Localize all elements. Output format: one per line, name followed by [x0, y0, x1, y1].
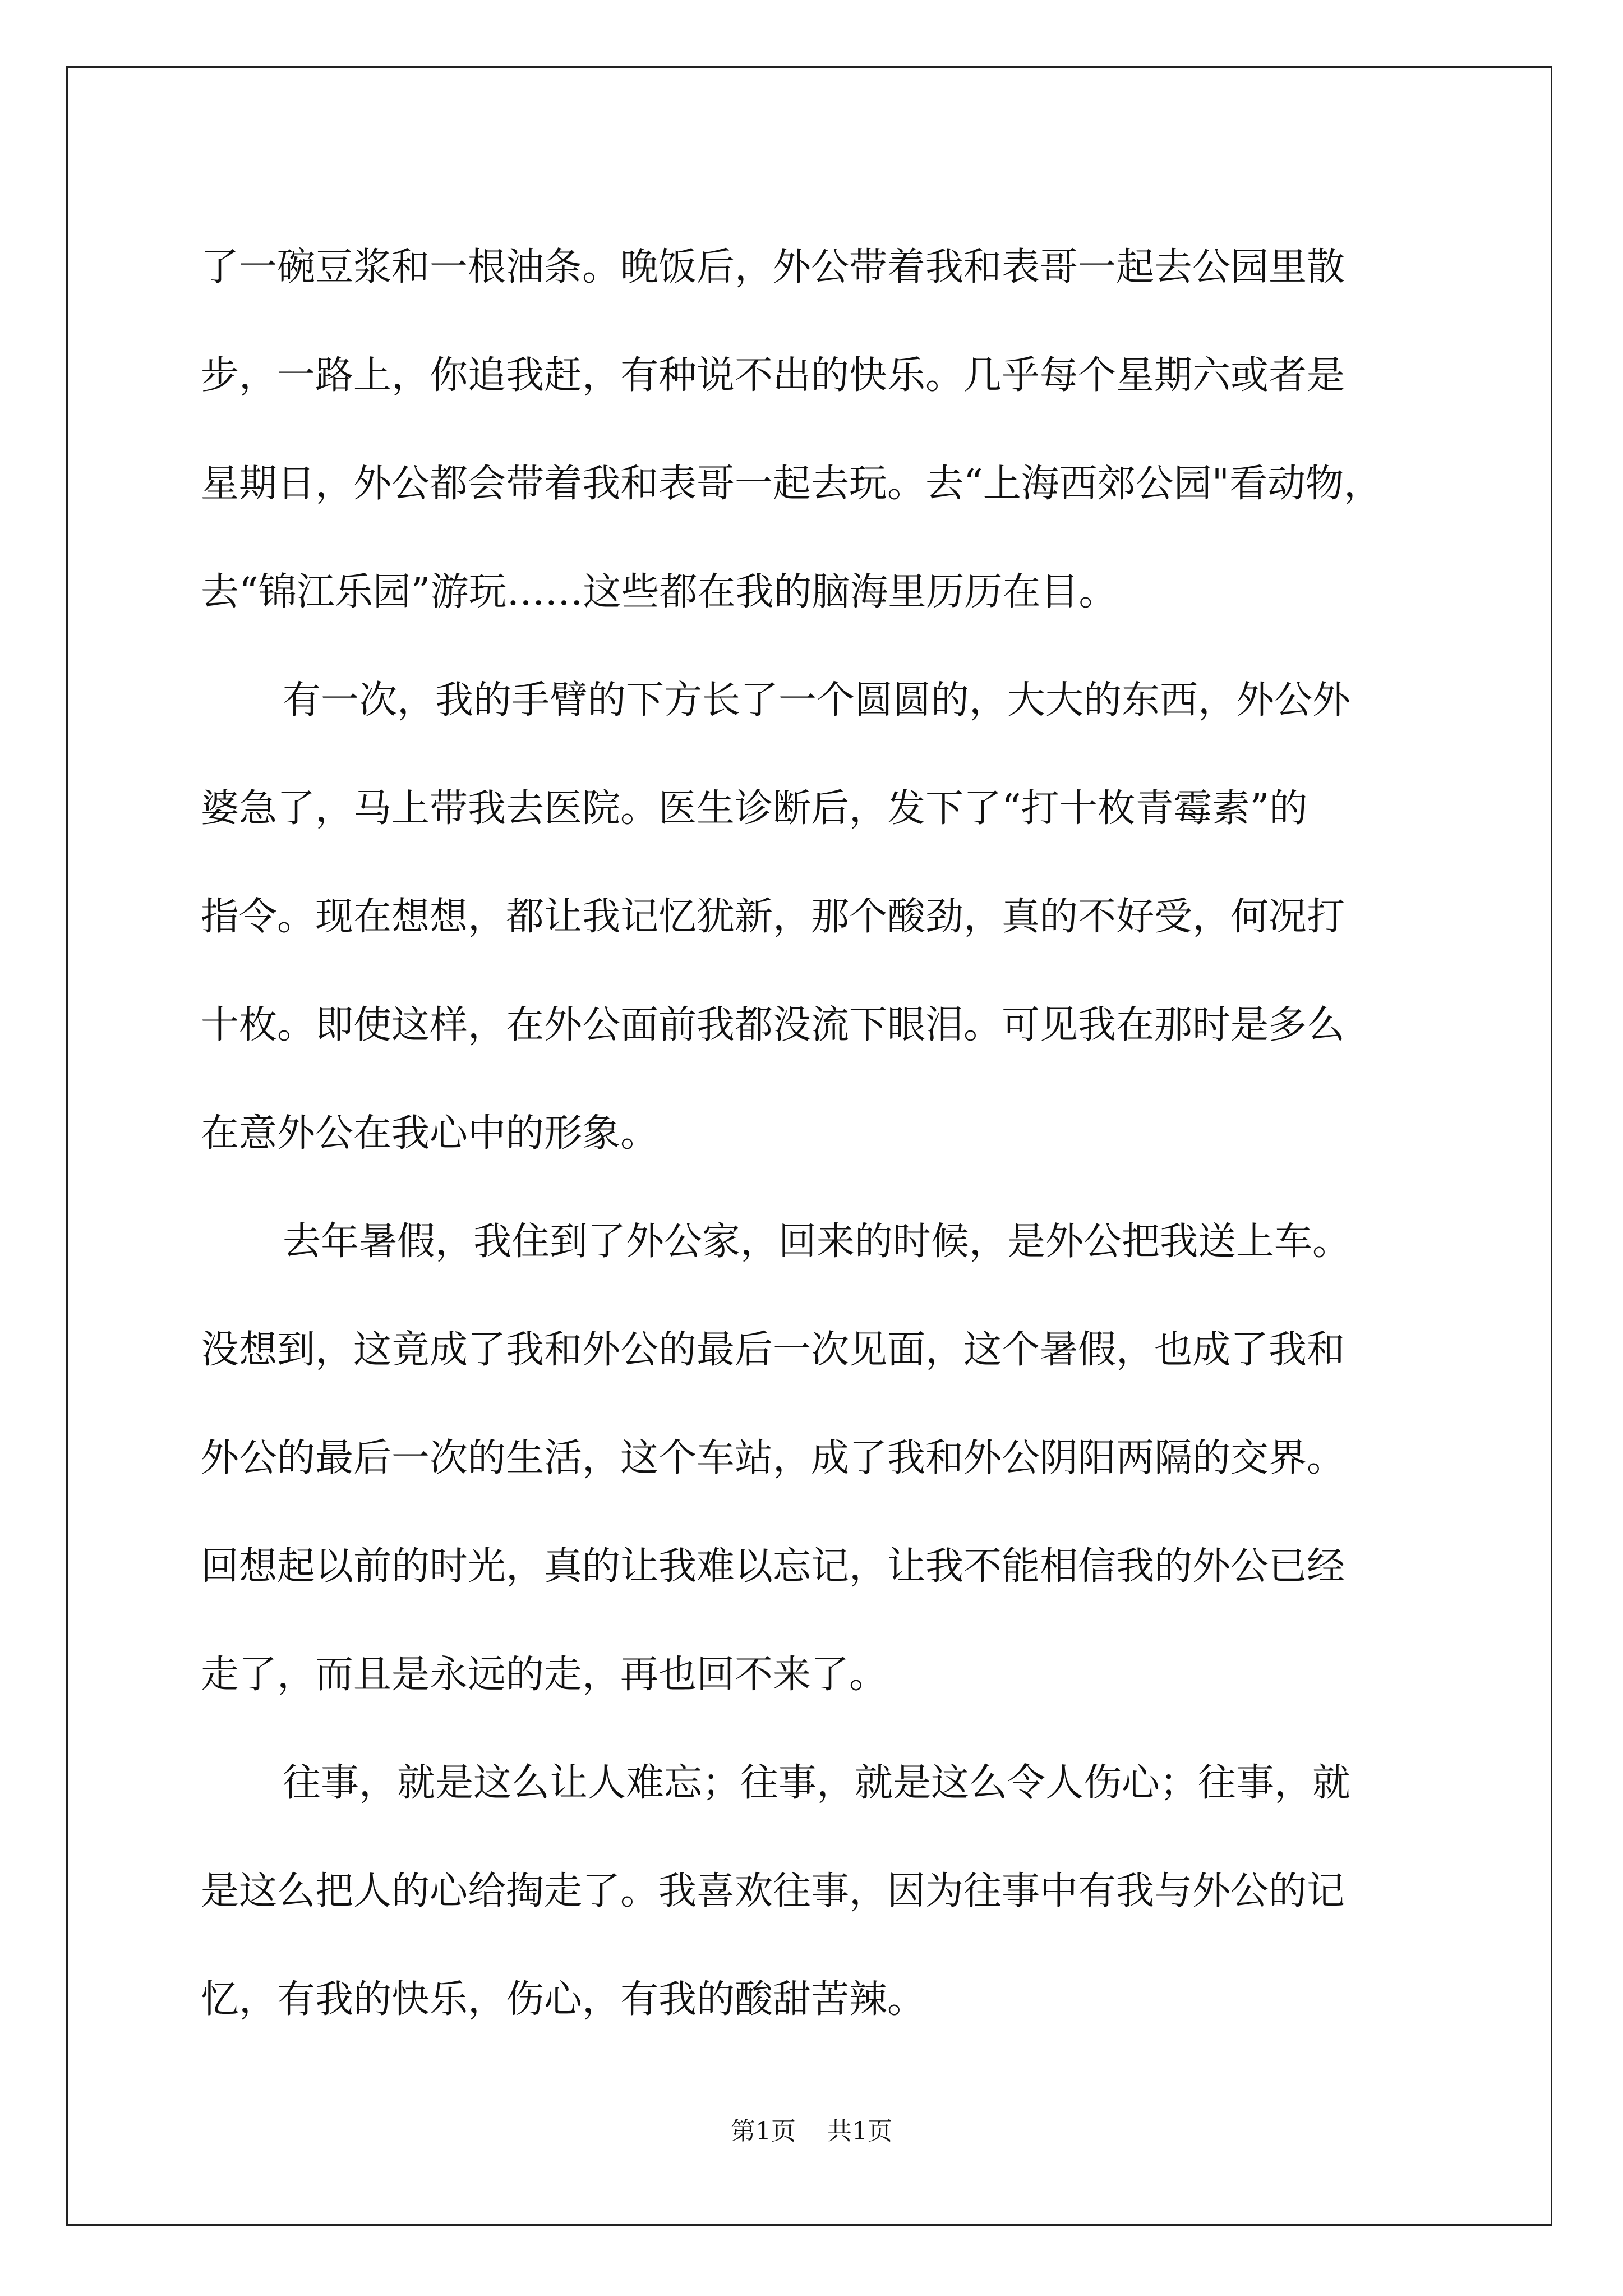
text-line: 外公的最后一次的生活，这个车站，成了我和外公阴阳两隔的交界。: [201, 1436, 1345, 1480]
text-line: 回想起以前的时光，真的让我难以忘记，让我不能相信我的外公已经: [201, 1544, 1345, 1589]
page-number-footer: 第1页 共1页: [731, 2117, 892, 2146]
paragraph-4: [201, 1729, 1435, 2054]
paragraph-2: [201, 646, 1435, 1188]
text-line: 在意外公在我心中的形象。: [201, 1111, 659, 1156]
text-line: 去年暑假，我住到了外公家，回来的时候，是外公把我送上车。: [283, 1220, 1351, 1264]
document-body: [201, 213, 1435, 2054]
text-line: 是这么把人的心给掏走了。我喜欢往事，因为往事中有我与外公的记: [201, 1869, 1345, 1913]
text-line: 走了，而且是永远的走，再也回不来了。: [201, 1653, 888, 1697]
text-line: 有一次，我的手臂的下方长了一个圆圆的，大大的东西，外公外: [283, 678, 1351, 723]
text-line: 了一碗豆浆和一根油条。晚饭后，外公带着我和表哥一起去公园里散: [201, 245, 1345, 289]
text-line: 忆，有我的快乐，伤心，有我的酸甜苦辣。: [201, 1977, 926, 2022]
paragraph-3: [201, 1188, 1435, 1729]
text-line: 十枚。即使这样，在外公面前我都没流下眼泪。可见我在那时是多么: [201, 1003, 1345, 1047]
text-line: 步，一路上，你追我赶，有种说不出的快乐。几乎每个星期六或者是: [201, 353, 1345, 398]
text-line: 指令。现在想想，都让我记忆犹新，那个酸劲，真的不好受，何况打: [201, 895, 1345, 939]
text-line: 星期日，外公都会带着我和表哥一起去玩。去“上海西郊公园"看动物，: [201, 462, 1382, 506]
text-line: 婆急了，马上带我去医院。医生诊断后，发下了“打十枚青霉素”的: [201, 786, 1308, 831]
text-line: 没想到，这竟成了我和外公的最后一次见面，这个暑假，也成了我和: [201, 1328, 1345, 1372]
text-line: 往事，就是这么让人难忘；往事，就是这么令人伤心；往事，就: [283, 1761, 1351, 1805]
paragraph-1: [201, 213, 1435, 646]
text-line: 去“锦江乐园”游玩……这些都在我的脑海里历历在目。: [201, 570, 1117, 614]
